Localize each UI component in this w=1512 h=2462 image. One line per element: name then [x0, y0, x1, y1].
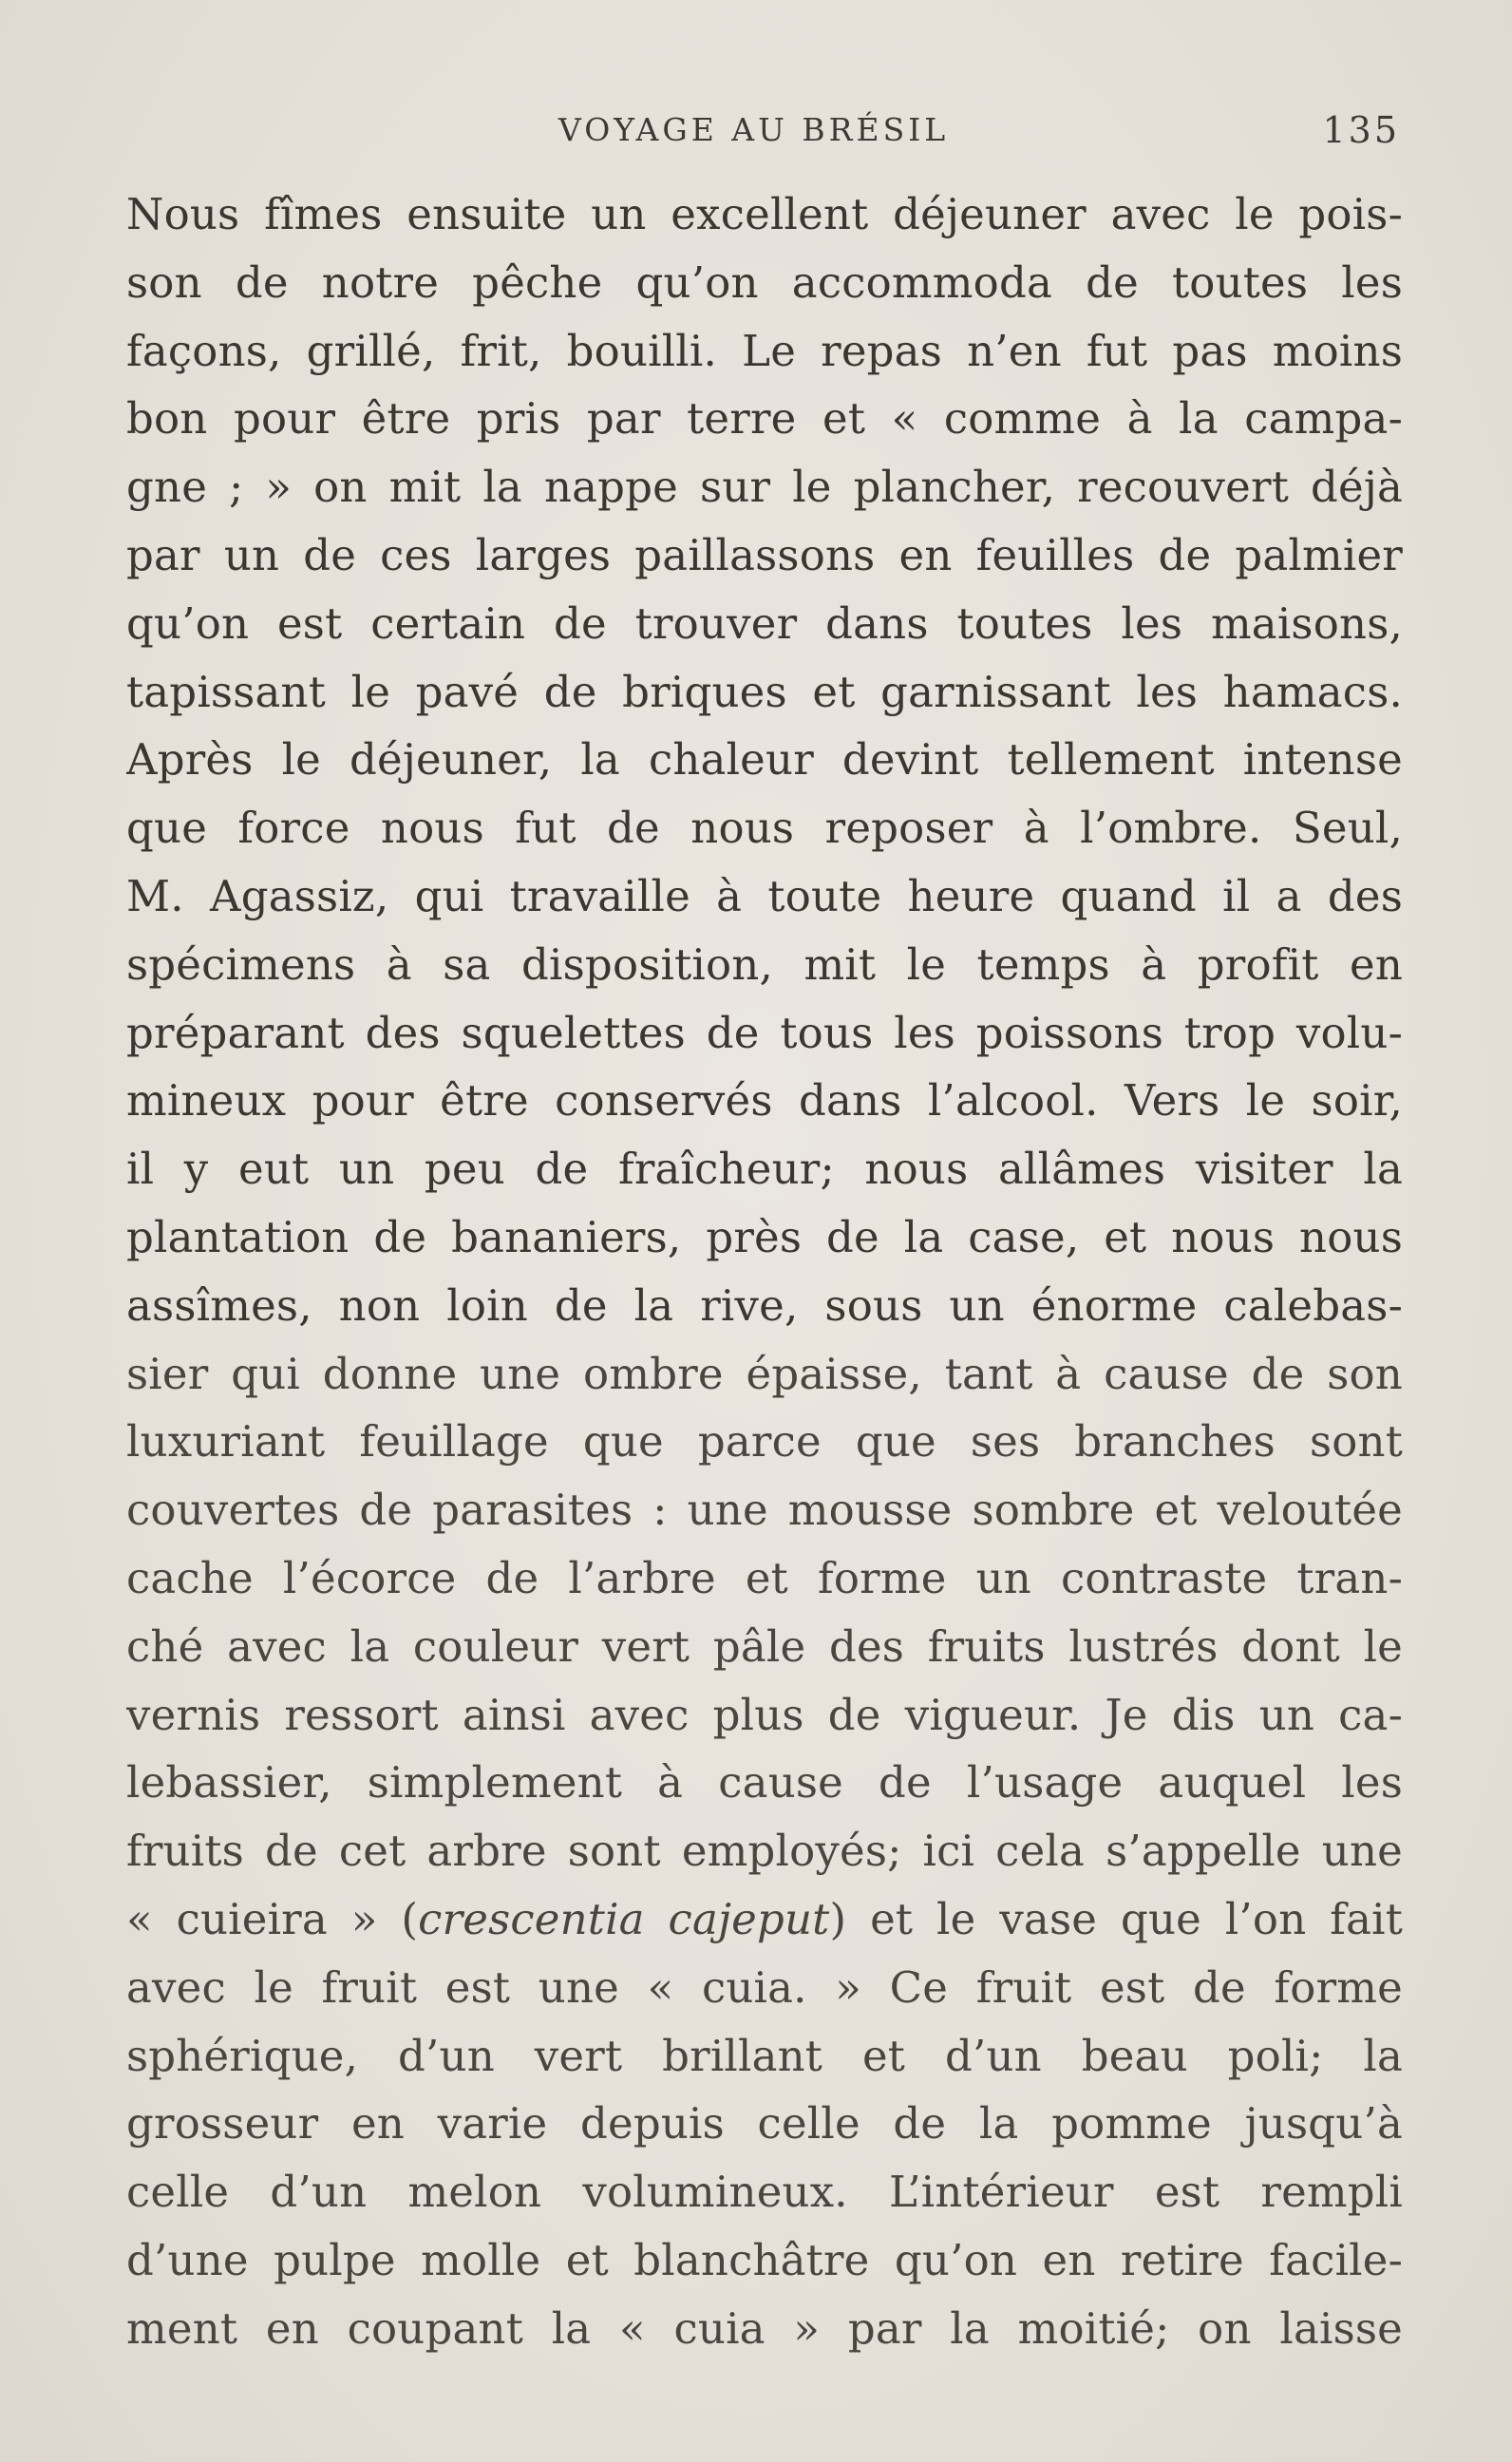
body-text [126, 180, 1403, 2363]
text-line: gne ; » on mit la nappe sur le plancher, recouvert déjà [126, 462, 1403, 513]
text-line: lebassier, simplement à cause de l’usage auquel les [126, 1757, 1403, 1809]
text-line: ché avec la couleur vert pâle des fruits lustrés dont le [126, 1620, 1403, 1672]
text-line: bon pour être pris par terre et « comme à la campa- [126, 393, 1403, 445]
text-line: couvertes de parasites : une mousse sombre et veloutée [126, 1485, 1403, 1536]
text-line: sier qui donne une ombre épaisse, tant à cause de son [126, 1348, 1403, 1399]
text-line: vernis ressort ainsi avec plus de vigueur. Je dis un ca- [126, 1689, 1403, 1740]
text-line: ment en coupant la « cuia » par la moitié; on laisse [126, 2302, 1403, 2354]
text-line: spécimens à sa disposition, mit le temps à profit en [126, 938, 1403, 990]
text-line: avec le fruit est une « cuia. » Ce fruit est de forme [126, 1961, 1403, 2013]
running-title: VOYAGE AU BRÉSIL [558, 111, 950, 148]
text-line: cache l’écorce de l’arbre et forme un contraste tran- [126, 1552, 1403, 1603]
text-line: tapissant le pavé de briques et garnissant les hamacs. [126, 666, 1403, 717]
text-line: Après le déjeuner, la chaleur devint tellement intense [126, 734, 1403, 786]
text-line: luxuriant feuillage que parce que ses branches sont [126, 1416, 1403, 1468]
text-line: son de notre pêche qu’on accommoda de toutes les [126, 256, 1403, 308]
text-line: celle d’un melon volumineux. L’intérieur est rempli [126, 2167, 1403, 2218]
text-line: il y eut un peu de fraîcheur; nous allâmes visiter la [126, 1144, 1403, 1195]
text-line: sphérique, d’un vert brillant et d’un beau poli; la [126, 2030, 1403, 2081]
text-line: fruits de cet arbre sont employés; ici cela s’appelle une [126, 1826, 1403, 1877]
text-fragment: « cuieira » ( [126, 1893, 419, 1944]
text-line: Nous fîmes ensuite un excellent déjeuner avec le pois- [126, 189, 1403, 239]
text-line: que force nous fut de nous reposer à l’ombre. Seul, [126, 803, 1403, 854]
text-line: d’une pulpe molle et blanchâtre qu’on en retire facile- [126, 2234, 1403, 2285]
text-line: assîmes, non loin de la rive, sous un énorme calebas- [126, 1279, 1403, 1331]
page-number: 135 [1322, 109, 1400, 151]
text-line: mineux pour être conservés dans l’alcool. Vers le soir, [126, 1075, 1403, 1127]
text-fragment: ) et le vase que l’on fait [829, 1893, 1403, 1944]
text-line-with-italic [126, 1885, 1403, 1954]
text-line: préparant des squelettes de tous les poissons trop volu- [126, 1007, 1403, 1058]
text-line: façons, grillé, frit, bouilli. Le repas n’en fut pas moins [126, 325, 1403, 376]
botanical-name: crescentia cajeput [418, 1893, 830, 1944]
text-line: grosseur en varie depuis celle de la pomme jusqu’à [126, 2098, 1403, 2150]
text-line: M. Agassiz, qui travaille à toute heure quand il a des [126, 870, 1403, 921]
text-line: par un de ces larges paillassons en feuilles de palmier [126, 529, 1403, 580]
running-head [0, 106, 1512, 154]
text-line: qu’on est certain de trouver dans toutes les maisons, [126, 597, 1403, 649]
text-line: plantation de bananiers, près de la case, et nous nous [126, 1211, 1403, 1262]
